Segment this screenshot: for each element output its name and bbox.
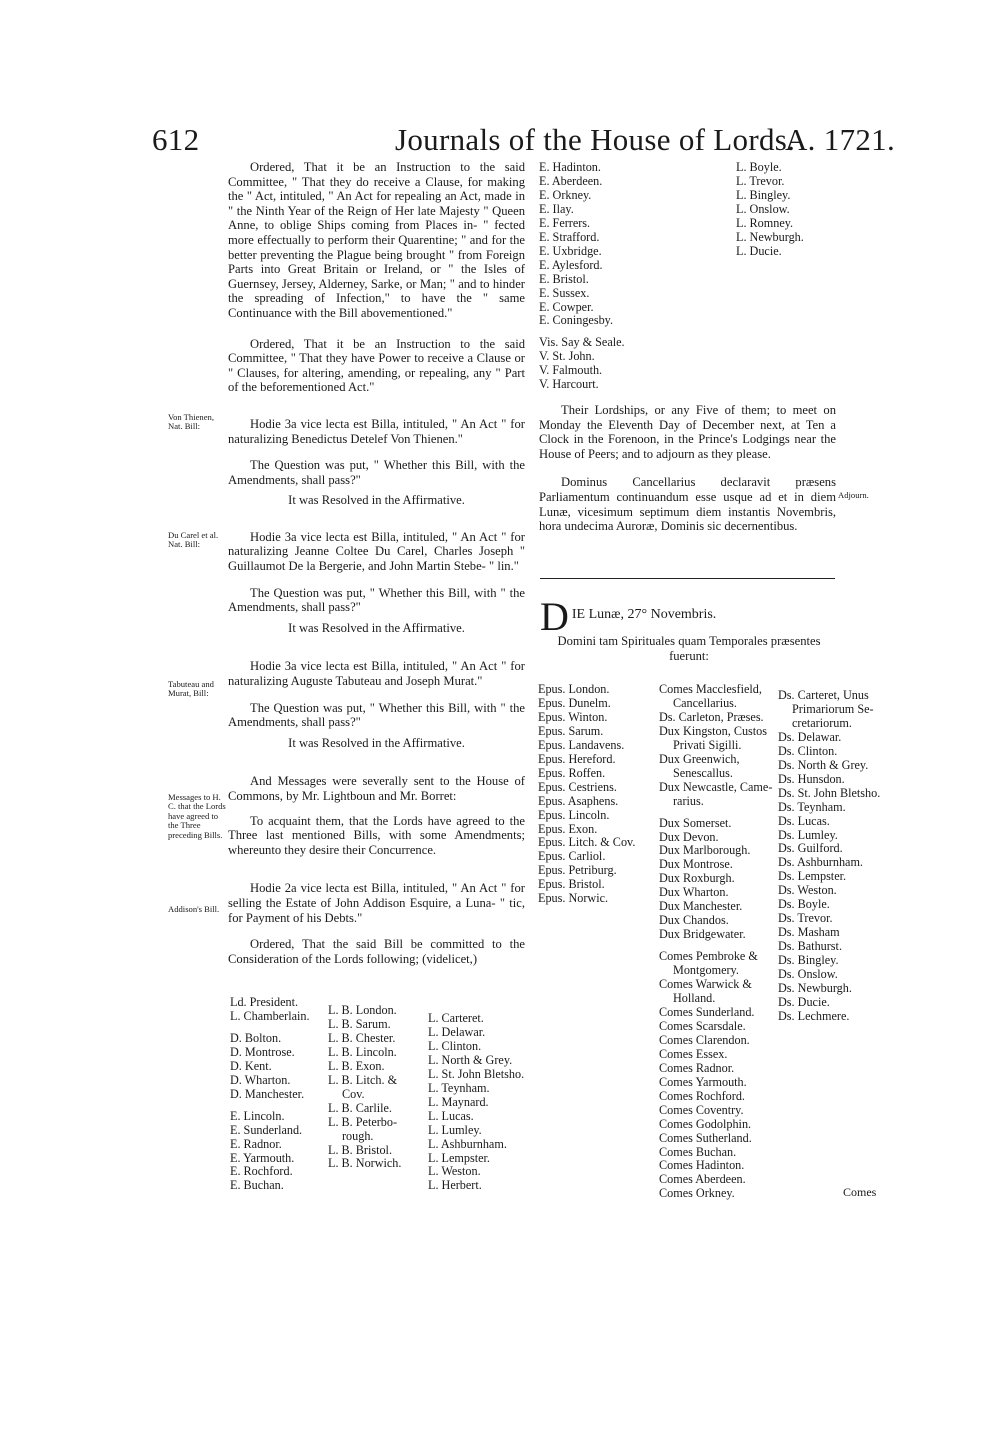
list-item: Comes Radnor. xyxy=(659,1060,735,1075)
running-year: A. 1721. xyxy=(785,122,896,157)
list-item: E. Orkney. xyxy=(539,187,592,202)
list-item: Ds. St. John Bletsho. xyxy=(778,785,881,800)
list-item: Epus. Exon. xyxy=(538,821,598,836)
list-item: cretariorum. xyxy=(792,715,852,730)
margin-note-adjourn: Adjourn. xyxy=(838,490,869,500)
list-item: Comes Orkney. xyxy=(659,1186,735,1201)
list-item: Montgomery. xyxy=(673,963,739,978)
list-item: Epus. Norwic. xyxy=(538,891,609,906)
running-title: Journals of the House of Lords. xyxy=(395,122,796,157)
list-item: Senescallus. xyxy=(673,765,733,780)
resolved-3: It was Resolved in the Affirmative. xyxy=(288,735,465,750)
question-1: The Question was put, " Whether this Bill, with the Amendments, shall pass?" xyxy=(228,458,525,487)
list-item: Ds. Weston. xyxy=(778,883,837,898)
list-item: E. Aberdeen. xyxy=(539,173,603,188)
list-item: Comes Macclesfield, xyxy=(659,682,762,696)
list-item: D. Montrose. xyxy=(230,1044,295,1059)
list-item: Ds. Ducie. xyxy=(778,994,830,1009)
list-item: Epus. Sarum. xyxy=(538,723,604,738)
list-item: E. Ilay. xyxy=(539,201,574,216)
du-carel-reading: Hodie 3a vice lecta est Billa, intituled, " An Act " for naturalizing Jeanne Coltee Du Carel, Charles Joseph " Guillaumot De la Bergerie, and John Martin Stebe- " lin." xyxy=(228,529,525,574)
committee-list-earls xyxy=(539,161,625,392)
attendance-bishops xyxy=(538,683,635,906)
list-item: Comes Rochford. xyxy=(659,1088,745,1103)
list-item: Dux Bridgewater. xyxy=(659,927,746,942)
list-item: L. St. John Bletsho. xyxy=(428,1066,525,1081)
list-item: L. Delawar. xyxy=(428,1024,486,1039)
list-item: L. B. Peterbo- xyxy=(328,1114,398,1129)
list-item: Epus. Lincoln. xyxy=(538,807,610,822)
list-item: Epus. Hereford. xyxy=(538,751,616,766)
list-item: L. Boyle. xyxy=(736,160,782,174)
list-item: E. Cowper. xyxy=(539,299,594,314)
drop-cap: D xyxy=(540,594,569,639)
list-item: Ds. Masham xyxy=(778,925,840,940)
list-item: V. St. John. xyxy=(539,349,595,364)
catchword: Comes xyxy=(843,1185,877,1199)
list-item: Dux Montrose. xyxy=(659,857,733,872)
list-item: L. Lumley. xyxy=(428,1122,482,1137)
present-statement: Domini tam Spirituales quam Temporales præsentes fuerunt: xyxy=(557,634,821,663)
meeting-arrangement: Their Lordships, or any Five of them; to meet on Monday the Eleventh Day of December next, at Ten a Clock in the Forenoon, in the Prince's Lodgings near the House of Peers; and to adjourn as they please. xyxy=(539,403,836,461)
list-item: Cancellarius. xyxy=(673,695,737,710)
list-item: Ds. Carteret, Unus xyxy=(778,688,869,702)
list-item xyxy=(428,996,524,1004)
committee-list-peers xyxy=(230,996,310,1193)
list-item: Epus. Asaphens. xyxy=(538,793,619,808)
list-item: Comes Buchan. xyxy=(659,1144,737,1159)
list-item: D. Wharton. xyxy=(230,1072,291,1087)
margin-note-messages: Messages to H. C. that the Lords have agreed to the Three preceding Bills. xyxy=(168,792,226,840)
list-item: Ds. Carleton, Præses. xyxy=(659,709,764,724)
list-item: L. B. Litch. & xyxy=(328,1072,398,1087)
list-item: E. Uxbridge. xyxy=(539,243,602,258)
list-item: Ds. Lempster. xyxy=(778,869,847,884)
list-item: L. Chamberlain. xyxy=(230,1008,310,1023)
list-item: Dux Wharton. xyxy=(659,885,729,900)
list-item: E. Rochford. xyxy=(230,1164,293,1179)
list-item: L. Onslow. xyxy=(736,201,790,216)
list-item: Dux Greenwich, xyxy=(659,751,740,766)
list-item: L. B. Chester. xyxy=(328,1030,396,1045)
list-item: D. Manchester. xyxy=(230,1086,305,1101)
list-item: Ds. North & Grey. xyxy=(778,757,869,772)
list-item: Cov. xyxy=(342,1086,365,1101)
list-item: L. Lempster. xyxy=(428,1150,490,1165)
margin-note-addison: Addison's Bill. xyxy=(168,904,220,914)
von-thienen-reading: Hodie 3a vice lecta est Billa, intituled, " An Act " for naturalizing Benedictus Detelef Von Thienen." xyxy=(228,416,525,446)
list-item: Ds. Newburgh. xyxy=(778,981,852,996)
list-item: E. Radnor. xyxy=(230,1136,282,1151)
list-item: L. Ashburnham. xyxy=(428,1136,507,1151)
section-rule xyxy=(540,578,835,579)
list-item: Epus. Dunelm. xyxy=(538,695,611,710)
list-item: Comes Scarsdale. xyxy=(659,1018,746,1033)
order-power-clause: Ordered, That it be an Instruction to the said Committee, " That they have Power to receive a Clause or " Clauses, for altering, amending, or repealing, any " Part of the beforementioned Act." xyxy=(228,336,525,395)
list-item: Epus. Roffen. xyxy=(538,765,606,780)
list-item: Epus. Winton. xyxy=(538,709,608,724)
attendance-dukes-earls xyxy=(659,683,784,1201)
list-item: Comes Godolphin. xyxy=(659,1116,752,1131)
list-item: Ds. Guilford. xyxy=(778,841,843,856)
list-item: L. Trevor. xyxy=(736,173,785,188)
list-item: E. Coningesby. xyxy=(539,313,614,328)
list-item: L. Carteret. xyxy=(428,1011,484,1025)
list-item: E. Yarmouth. xyxy=(230,1150,295,1165)
addison-reading: Hodie 2a vice lecta est Billa, intituled, " An Act " for selling the Estate of John Addison Esquire, a Luna- " tic, for Payment of his Debts." xyxy=(228,881,525,925)
list-item: Dux Newcastle, Came- xyxy=(659,779,773,794)
list-item: Epus. London. xyxy=(538,682,610,696)
list-item: Dux Chandos. xyxy=(659,913,729,928)
order-committed: Ordered, That the said Bill be committed to the Consideration of the Lords following; (videlicet,) xyxy=(228,937,525,966)
list-item: E. Bristol. xyxy=(539,271,589,286)
list-item: V. Falmouth. xyxy=(539,363,603,378)
committee-list-barons xyxy=(736,161,804,259)
list-item: L. Weston. xyxy=(428,1164,481,1179)
list-item: Comes Coventry. xyxy=(659,1102,744,1117)
list-item: rarius. xyxy=(673,793,704,808)
list-item: Epus. Landavens. xyxy=(538,737,625,752)
margin-note-du-carel: Du Carel et al. Nat. Bill: xyxy=(168,530,219,550)
list-item: Ds. Bingley. xyxy=(778,953,839,968)
list-item: Epus. Cestriens. xyxy=(538,779,617,794)
attendance-barons xyxy=(778,689,893,1024)
messages-sent: And Messages were severally sent to the House of Commons, by Mr. Lightboun and Mr. Borret: xyxy=(228,774,525,803)
list-item: Ds. Trevor. xyxy=(778,911,833,926)
list-item: Comes Hadinton. xyxy=(659,1158,745,1173)
list-item: Ld. President. xyxy=(230,995,299,1009)
order-quarantine-clause: Ordered, That it be an Instruction to the said Committee, " That they do receive a Clause, for making the " Act, intituled, " An Act for repealing an Act, made in " the Ninth Year of the Reign of Her late Majesty " Queen Anne, to oblige Ships coming from Places in- " fected more effectually to perform their Quarentine; " and for the better preventing the Plague being brought " from Foreign Parts into Great Britain or Ireland, or " the Isles of Guernsey, Jersey, Alderney, Sarke, or Man; " and to hinder the spreading of Infection," to have the " same Continuance with the Bill abovementioned." xyxy=(228,160,525,320)
list-item: L. Ducie. xyxy=(736,243,782,258)
list-item: E. Aylesford. xyxy=(539,257,603,272)
list-item: L. B. London. xyxy=(328,1003,397,1017)
list-item: Ds. Ashburnham. xyxy=(778,855,863,870)
list-item: L. B. Exon. xyxy=(328,1058,385,1073)
list-item: E. Ferrers. xyxy=(539,215,591,230)
list-item: Epus. Carliol. xyxy=(538,849,606,864)
list-item: Holland. xyxy=(673,991,716,1006)
resolved-1: It was Resolved in the Affirmative. xyxy=(288,493,465,508)
list-item: Primariorum Se- xyxy=(792,701,874,716)
list-item: Ds. Delawar. xyxy=(778,729,842,744)
question-2: The Question was put, " Whether this Bill, with " the Amendments, shall pass?" xyxy=(228,585,525,615)
list-item: Comes Yarmouth. xyxy=(659,1074,747,1089)
committee-list-bishops xyxy=(328,996,420,1171)
resolved-2: It was Resolved in the Affirmative. xyxy=(288,620,465,635)
list-item: Privati Sigilli. xyxy=(673,737,742,752)
list-item: Epus. Bristol. xyxy=(538,877,605,892)
list-item: E. Buchan. xyxy=(230,1178,284,1193)
list-item: Dux Marlborough. xyxy=(659,843,751,858)
list-item: L. B. Sarum. xyxy=(328,1016,391,1031)
list-item: Comes Warwick & xyxy=(659,977,752,992)
list-item: L. B. Lincoln. xyxy=(328,1044,397,1059)
day-heading xyxy=(540,594,840,639)
left-column xyxy=(228,160,525,966)
list-item: Ds. Clinton. xyxy=(778,743,838,758)
list-item: E. Sussex. xyxy=(539,285,590,300)
list-item: Ds. Teynham. xyxy=(778,799,846,814)
list-item: Epus. Petriburg. xyxy=(538,863,617,878)
list-item: D. Kent. xyxy=(230,1058,272,1073)
list-item: Comes Clarendon. xyxy=(659,1032,750,1047)
list-item: L. North & Grey. xyxy=(428,1052,513,1067)
list-item: L. Herbert. xyxy=(428,1178,482,1193)
margin-note-von-thienen: Von Thienen, Nat. Bill: xyxy=(168,412,214,432)
list-item: Comes Essex. xyxy=(659,1046,728,1061)
list-item: L. B. Carlile. xyxy=(328,1100,392,1115)
list-item: Dux Roxburgh. xyxy=(659,871,735,886)
list-item: L. Teynham. xyxy=(428,1080,490,1095)
day-heading-text: IE Lunæ, 27° Novembris. xyxy=(571,607,717,622)
list-item: Ds. Onslow. xyxy=(778,967,838,982)
list-item: L. Clinton. xyxy=(428,1038,482,1053)
list-item: Comes Sutherland. xyxy=(659,1130,752,1145)
list-item: Dux Kingston, Custos xyxy=(659,723,768,738)
list-item: Ds. Hunsdon. xyxy=(778,771,845,786)
list-item: V. Harcourt. xyxy=(539,377,599,392)
list-item: Ds. Bathurst. xyxy=(778,939,842,954)
list-item: L. Romney. xyxy=(736,215,794,230)
list-item: Epus. Litch. & Cov. xyxy=(538,835,636,850)
list-item: D. Bolton. xyxy=(230,1030,282,1045)
adjournment-declaration: Dominus Cancellarius declaravit præsens Parliamentum continuandum esse usque ad et in diem Lunæ, vicesimum septimum diem instantis Novembris, hora undecima Auroræ, Dominis sic decernentibus. xyxy=(539,475,836,534)
tabuteau-reading: Hodie 3a vice lecta est Billa, intituled, " An Act " for naturalizing Auguste Tabuteau and Joseph Murat." xyxy=(228,659,525,689)
list-item: Ds. Lucas. xyxy=(778,813,830,828)
list-item: E. Sunderland. xyxy=(230,1122,303,1137)
list-item: Vis. Say & Seale. xyxy=(539,335,625,350)
list-item: Dux Somerset. xyxy=(659,815,732,830)
list-item: Comes Pembroke & xyxy=(659,949,758,964)
messages-acquaint: To acquaint them, that the Lords have agreed to the Three last mentioned Bills, with some Amendments; whereunto they desire their Concurrence. xyxy=(228,813,525,857)
question-3: The Question was put, " Whether this Bill, with " the Amendments, shall pass?" xyxy=(228,700,525,730)
list-item: Dux Devon. xyxy=(659,829,719,844)
list-item: Dux Manchester. xyxy=(659,899,743,914)
page-number: 612 xyxy=(152,122,200,157)
list-item: L. B. Norwich. xyxy=(328,1156,402,1171)
list-item: Comes Sunderland. xyxy=(659,1004,755,1019)
list-item: Ds. Boyle. xyxy=(778,897,830,912)
committee-list-lords xyxy=(428,996,524,1193)
list-item: E. Hadinton. xyxy=(539,160,601,174)
list-item: Ds. Lumley. xyxy=(778,827,838,842)
list-item: E. Lincoln. xyxy=(230,1108,285,1123)
list-item: L. Maynard. xyxy=(428,1094,489,1109)
list-item: rough. xyxy=(342,1128,374,1143)
list-item: L. Lucas. xyxy=(428,1108,474,1123)
list-item: Comes Aberdeen. xyxy=(659,1172,746,1187)
list-item: L. Bingley. xyxy=(736,187,791,202)
margin-note-tabuteau: Tabuteau and Murat, Bill: xyxy=(168,679,214,699)
list-item: Ds. Lechmere. xyxy=(778,1008,850,1023)
right-column xyxy=(539,403,836,534)
list-item: L. B. Bristol. xyxy=(328,1142,392,1157)
list-item: L. Newburgh. xyxy=(736,229,804,244)
list-item: E. Strafford. xyxy=(539,229,600,244)
